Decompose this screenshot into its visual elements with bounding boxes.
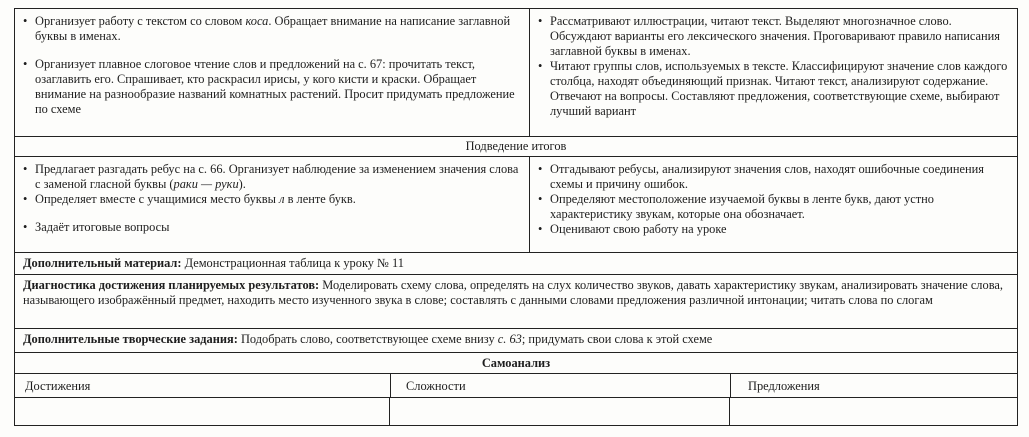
self-col-suggestions bbox=[730, 374, 1017, 397]
self-analysis-heading-row bbox=[15, 353, 1017, 374]
teacher-item-reading: • Организует плавное слоговое чтение слов и предложений на с. 67: прочитать текст, озаглавить его. Спрашивает, кто раскрасил ирисы, у кого кисти и краски. Обращает внимание на разнообразие названий комнатных растений. Просит придумать предложение по схеме bbox=[23, 57, 521, 117]
teacher-item-letter-place: • Определяет вместе с учащимися место буквы л в ленте букв. bbox=[23, 192, 521, 207]
self-analysis-heading: Самоанализ bbox=[481, 356, 551, 370]
summary-row bbox=[15, 157, 1017, 253]
diagnostics-row bbox=[15, 275, 1017, 329]
teacher-activity-cell bbox=[15, 9, 530, 136]
student-item-word-groups: • Читают группы слов, используемых в тексте. Классифицируют значение слов каждого столбца, находят объединяющий признак. Читают текст, анализируют содержание. Отвечают на вопросы. Составляют предложения, соответствующие схеме, выбирают лучший вариант bbox=[538, 59, 1009, 119]
achievements-label: Достижения bbox=[25, 379, 91, 393]
self-col-achievements bbox=[15, 374, 391, 397]
extra-material-text: Демонстрационная таблица к уроку № 11 bbox=[181, 256, 404, 270]
self-analysis-labels-row bbox=[15, 374, 1017, 398]
creative-tasks-row: Дополнительные творческие задания: Подобрать слово, соответствующее схеме внизу с. 63; придумать свои слова к этой схеме bbox=[15, 329, 1017, 353]
student-summary-cell bbox=[530, 157, 1017, 252]
creative-label: Дополнительные творческие задания: bbox=[23, 332, 238, 346]
diagnostics-text: Моделировать схему слова, определять на слух количество звуков, давать характеристику звукам, анализировать значение слова, называющего изображённый предмет, находить место изученного звука в слове; составлять с данными словами предложения различной интонации; читать слова по слогам bbox=[23, 278, 1003, 307]
student-item-rebus: • Отгадывают ребусы, анализируют значения слов, находят ошибочные соединения схемы и причину ошибок. bbox=[538, 162, 1009, 192]
blank-difficulties-cell bbox=[390, 398, 730, 425]
teacher-summary-cell bbox=[15, 157, 530, 252]
diagnostics-label: Диагностика достижения планируемых результатов: bbox=[23, 278, 320, 292]
suggestions-label: Предложения bbox=[748, 379, 820, 393]
blank-achievements-cell bbox=[15, 398, 390, 425]
teacher-item-text-work: • Организует работу с текстом со словом коса. Обращает внимание на написание заглавной буквы в именах. bbox=[23, 14, 521, 44]
blank-suggestions-cell bbox=[730, 398, 1017, 425]
student-activity-cell bbox=[530, 9, 1017, 136]
extra-material-row bbox=[15, 253, 1017, 275]
summary-heading: Подведение итогов bbox=[465, 139, 567, 153]
activities-row bbox=[15, 9, 1017, 137]
extra-material-label: Дополнительный материал: bbox=[23, 256, 182, 270]
lesson-plan-table bbox=[14, 8, 1018, 426]
difficulties-label: Сложности bbox=[406, 379, 466, 393]
teacher-item-rebus: • Предлагает разгадать ребус на с. 66. Организует наблюдение за изменением значения слова с заменой гласной буквы (раки — руки). bbox=[23, 162, 521, 192]
student-item-self-assess: • Оценивают свою работу на уроке bbox=[538, 222, 1009, 237]
teacher-item-final-questions: • Задаёт итоговые вопросы bbox=[23, 220, 521, 235]
summary-heading-row bbox=[15, 137, 1017, 157]
student-item-letter-location: • Определяют местоположение изучаемой буквы в ленте букв, дают устно характеристику звукам, которые она обозначает. bbox=[538, 192, 1009, 222]
student-item-illustrations: • Рассматривают иллюстрации, читают текст. Выделяют многозначное слово. Обсуждают варианты его лексического значения. Проговаривают правило написания заглавной буквы в именах. bbox=[538, 14, 1009, 59]
self-col-difficulties bbox=[390, 374, 731, 397]
self-analysis-blank-row bbox=[15, 398, 1017, 425]
